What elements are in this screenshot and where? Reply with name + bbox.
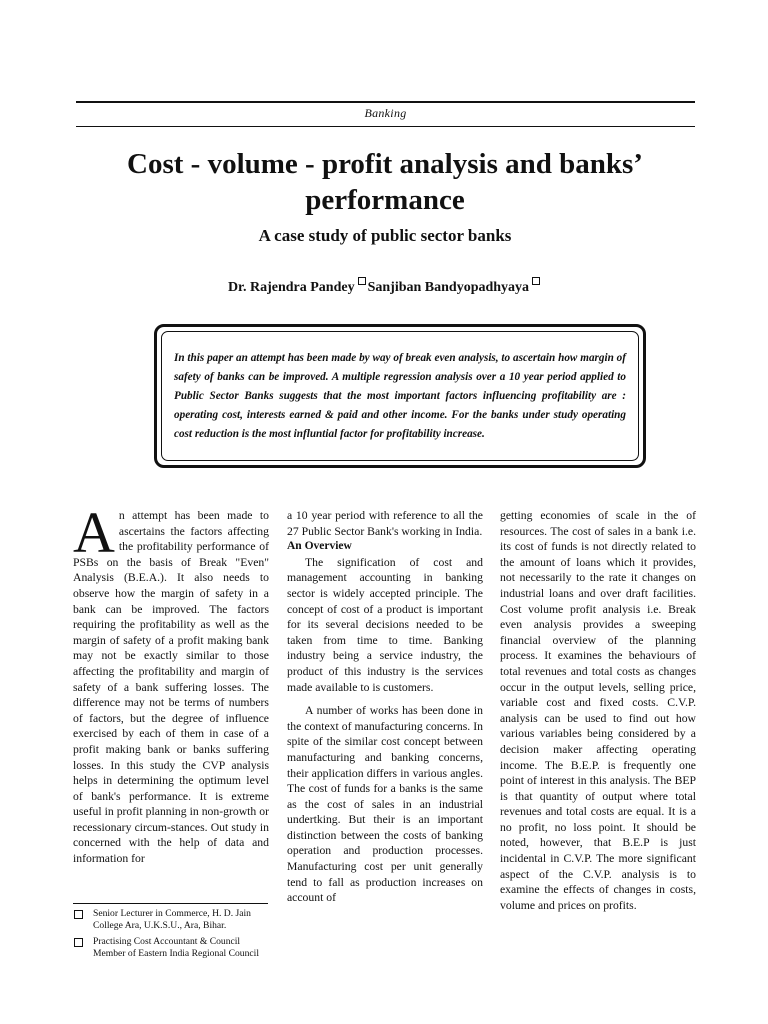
continued-paragraph: a 10 year period with reference to all the 27 Public Sector Bank's working in India. — [287, 509, 483, 538]
footnote-1-text: Senior Lecturer in Commerce, H. D. Jain College Ara, U.K.S.U., Ara, Bihar. — [93, 908, 251, 931]
body-column-1 — [73, 500, 269, 867]
footnote-2-text: Practising Cost Accountant & Council Member of Eastern India Regional Council — [93, 936, 259, 959]
footnote-1 — [73, 908, 273, 932]
article-title: Cost - volume - profit analysis and banks’ performance — [127, 148, 643, 216]
header-top-rule — [76, 101, 695, 103]
overview-paragraph-1: The signification of cost and management accounting in banking sector is widely accepted principle. The concept of cost of a product is important for its several decisions needed to be taken from time to time. Banking industry being a service industry, the product of this industry is the services made available to is customers. — [287, 555, 483, 694]
footnote-2 — [73, 936, 273, 960]
body-column-2 — [287, 508, 483, 906]
footnotes — [73, 908, 273, 964]
section-heading-overview: An Overview — [287, 540, 352, 553]
header-bottom-rule — [76, 126, 695, 127]
abstract-inner-frame — [161, 331, 639, 461]
overview-paragraph-2: A number of works has been done in the context of manufacturing concerns. In spite of the similar cost concept between manufacturing and banking concerns, their application differs in various angles. The cost of funds for a banks is the same as the cost of sales in an industrial undertking. But their is an important distinction between the costs of banking operation and production processes. Manufacturing cost per unit generally tend to fall as production increases on account of — [287, 704, 483, 905]
footnote-box-icon — [74, 938, 83, 947]
running-head: Banking — [364, 106, 407, 120]
author-line — [60, 277, 710, 296]
drop-cap: A — [73, 500, 115, 565]
author-2: Sanjiban Bandyopadhyaya — [367, 280, 530, 295]
overview-paragraph-3: getting economies of scale in the of resources. The cost of sales in a bank i.e. its cost of funds is not directly related to the amount of loans which it provides, not necessarily to the rate it changes on industrial loans and over draft facilities. Cost volume profit analysis i.e. Break even analysis provides a sweeping financial overview of the planning process. It examines the behaviours of total revenues and total costs as changes occur in the output levels, selling price, variable cost and fixed costs. C.V.P. analysis can be used to find out how various variables being considered by a decision maker affecting operating income. The B.E.P. is frequently one point of interest in this analysis. The BEP is that quantity of output where total revenues and total costs are equal. It is a no profit, no loss point. It should be noted, however, that B.E.P is just incidental in C.V.P. The more significant aspect of the C.V.P. analysis is to examine the effects of changes in costs, volume and prices on profits. — [500, 509, 696, 912]
footnote-box-icon — [532, 277, 540, 285]
footnote-box-icon — [358, 277, 366, 285]
footnote-box-icon — [74, 910, 83, 919]
author-1: Dr. Rajendra Pandey — [227, 280, 355, 295]
abstract-box — [154, 324, 646, 468]
abstract-text: In this paper an attempt has been made by way of break even analysis, to ascertain how margin of safety of banks can be improved. A multiple regression analysis over a 10 year period applied to Public Sector Banks suggests that the most important factors influencing profitability are : operating cost, interests earned & paid and other income. For the banks under study operating cost reduction is the most influntial factor for profitability increase. — [174, 352, 626, 440]
footnote-rule — [73, 903, 268, 904]
intro-text: n attempt has been made to ascertains the factors affecting the profitability performance of PSBs on the basis of Break "Even" Analysis (B.E.A.). It also needs to observe how the margin of safety in a bank can be improved. The factors requiring the profitability as well as the margin of safety of a profit making bank may not be exactly similar to those affecting the profitability and margin of safety of a bank suffering losses. The difference may not be terms of numbers of factors, but the degree of influence exercised by each of them in case of a profit making bank or banks suffering losses. In this study the CVP analysis helps in determining the optimum level of bank's performance. It is extreme useful in profit planning in non-growth or recessionary circum-stances. Out study in concerned with the help of data and information for — [73, 509, 269, 866]
article-subtitle: A case study of public sector banks — [258, 226, 512, 245]
body-column-3 — [500, 508, 696, 913]
intro-paragraph — [73, 500, 269, 867]
